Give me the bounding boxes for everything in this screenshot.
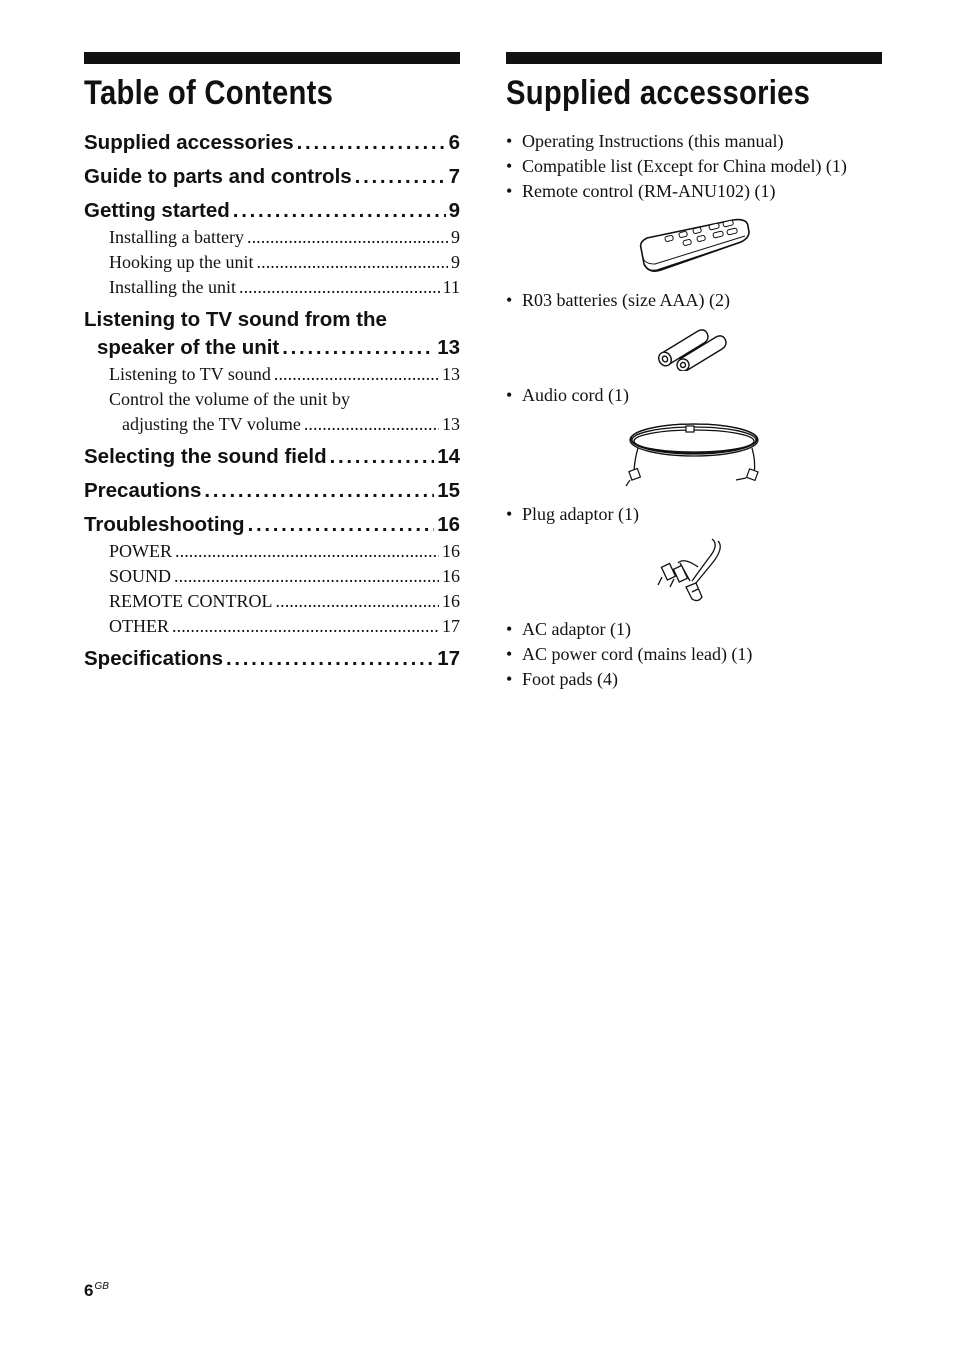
list-item: • Compatible list (Except for China model) (1): [506, 156, 847, 176]
toc-subentry[interactable]: Control the volume of the unit by adjusting the TV volume . . . 13: [84, 387, 460, 437]
toc-subentry[interactable]: SOUND . . . 16: [84, 564, 460, 589]
heading-rule: [84, 52, 460, 64]
toc-list: [84, 129, 460, 673]
toc-title: Table of Contents: [84, 74, 334, 112]
toc-entry[interactable]: Guide to parts and controls . . . 7: [84, 163, 460, 191]
accessories-list: [506, 617, 882, 692]
toc-entry[interactable]: Listening to TV sound from the speaker of the unit . . . 13: [84, 306, 460, 362]
toc-subentry[interactable]: Installing a battery . . . 9: [84, 225, 460, 250]
toc-subentry[interactable]: OTHER . . . 17: [84, 614, 460, 639]
accessories-list: [506, 288, 882, 313]
list-item: • AC power cord (mains lead) (1): [506, 644, 753, 664]
accessories-list: [506, 502, 882, 527]
list-item: • AC adaptor (1): [506, 619, 631, 639]
toc-entry[interactable]: Getting started . . . 9: [84, 197, 460, 225]
toc-entry[interactable]: Troubleshooting . . . 16: [84, 511, 460, 539]
toc-entry[interactable]: Specifications . . . 17: [84, 645, 460, 673]
toc-subentry[interactable]: POWER . . . 16: [84, 539, 460, 564]
plug-adaptor-icon: [654, 537, 734, 605]
toc-subentry[interactable]: Hooking up the unit . . . 9: [84, 250, 460, 275]
accessories-section: [506, 52, 882, 692]
list-item: • Plug adaptor (1): [506, 504, 639, 524]
toc-entry[interactable]: Supplied accessories . . . 6: [84, 129, 460, 157]
toc-subentry[interactable]: REMOTE CONTROL . . . 16: [84, 589, 460, 614]
accessories-title: Supplied accessories: [506, 74, 811, 112]
page-number: $6^{GB}$: [84, 1281, 109, 1300]
toc-entry[interactable]: Selecting the sound field . . . 14: [84, 443, 460, 471]
batteries-icon: [654, 323, 734, 371]
list-item: • Audio cord (1): [506, 385, 629, 405]
accessories-list: [506, 129, 882, 204]
toc-section: [84, 52, 460, 673]
list-item: • R03 batteries (size AAA) (2): [506, 290, 730, 310]
toc-subentry[interactable]: Listening to TV sound . . . 13: [84, 362, 460, 387]
audio-cord-icon: [624, 418, 764, 490]
toc-subentry[interactable]: Installing the unit . . . 11: [84, 275, 460, 300]
list-item: • Foot pads (4): [506, 669, 618, 689]
toc-entry[interactable]: Precautions . . . 15: [84, 477, 460, 505]
list-item: • Operating Instructions (this manual): [506, 131, 784, 151]
accessories-list: [506, 383, 882, 408]
list-item: • Remote control (RM-ANU102) (1): [506, 181, 776, 201]
remote-control-icon: [635, 214, 753, 276]
heading-rule: [506, 52, 882, 64]
